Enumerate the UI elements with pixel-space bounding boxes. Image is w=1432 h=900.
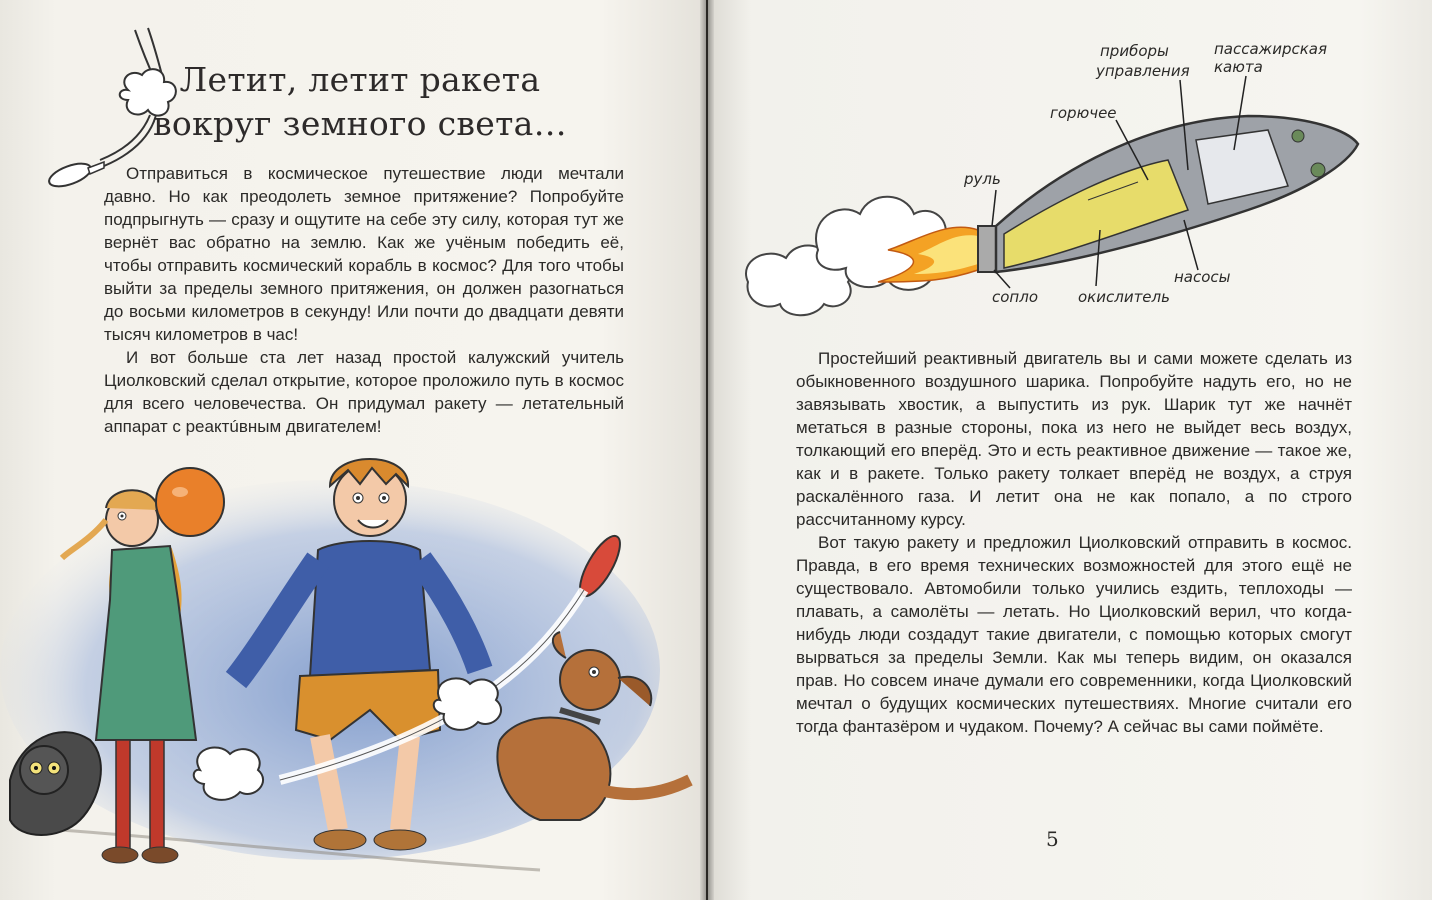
left-page xyxy=(0,0,706,900)
paragraph: Отправиться в космическое путешествие люди мечтали давно. Но как преодолеть земное притяжение? Попробуйте подпрыгнуть — сразу и ощутите на себе эту силу, которая тут же вернёт вас обратно на землю. Как же учёным победить её, чтобы отправить космический корабль в космос? Для того чтобы выйти за пределы земного притяжения, он должен разогнаться до восьми километров в секунду! Или почти до двадцати девяти тысяч километров в час! xyxy=(104,164,624,344)
left-body-text xyxy=(104,162,624,438)
paragraph: Простейший реактивный двигатель вы и сами можете сделать из обыкновенного воздушного шарика. Попробуйте надуть его, но не завязывать хвостик, а выпустить из рук. Шарик тут же начнёт метаться в разные стороны, пока из него не выйдет весь воздух, толкающий его вперёд. Это и есть реактивное движение — такое же, как и в ракете. Только ракету толкает вперёд не воздух, а струя раскалённого газа. И летит она не как попало, а по строго рассчитанному курсу. xyxy=(796,349,1352,529)
label-cabin-2: каюта xyxy=(1214,58,1263,76)
label-rudder: руль xyxy=(964,170,1001,188)
children-balloon-illustration xyxy=(0,440,706,900)
paragraph: И вот больше ста лет назад простой калужский учитель Циолковский сделал открытие, которое проложило путь в космос для всего человечества. Он придумал ракету — летательный аппарат с реактúвным двигателем! xyxy=(104,348,624,436)
right-body-text xyxy=(796,347,1352,738)
label-cabin-1: пассажирская xyxy=(1214,40,1327,58)
page-title xyxy=(150,58,570,146)
book-gutter xyxy=(700,0,714,900)
rocket-diagram xyxy=(728,20,1408,340)
label-pumps: насосы xyxy=(1174,268,1231,286)
title-line-1: Летит, летит ракета xyxy=(179,60,541,99)
label-controls-1: приборы xyxy=(1100,42,1169,60)
right-page xyxy=(708,0,1432,900)
title-line-2: вокруг земного света… xyxy=(153,104,567,143)
label-oxidizer: окислитель xyxy=(1078,288,1170,306)
label-controls-2: управления xyxy=(1096,62,1190,80)
label-fuel: горючее xyxy=(1050,104,1117,122)
cat-figure xyxy=(10,732,101,835)
label-nozzle: сопло xyxy=(992,288,1038,306)
page-number: 5 xyxy=(1046,827,1059,851)
paragraph: Вот такую ракету и предложил Циолковский отправить в космос. Правда, в его время технических возможностей для этого ещё не существовало. Автомобили только учились ездить, теплоходы — плавать, а самолёты — летать. Но Циолковский верил, что когда-нибудь люди создадут такие двигатели, с помощью которых смогут вырваться за пределы Земли. Как мы теперь видим, он оказался прав. Но совсем иначе думали его современники, когда Циолковский мечтал о будущих космических путешествиях. Многие считали его тогда фантазёром и чудаком. Почему? А сейчас вы сами поймёте. xyxy=(796,533,1352,736)
